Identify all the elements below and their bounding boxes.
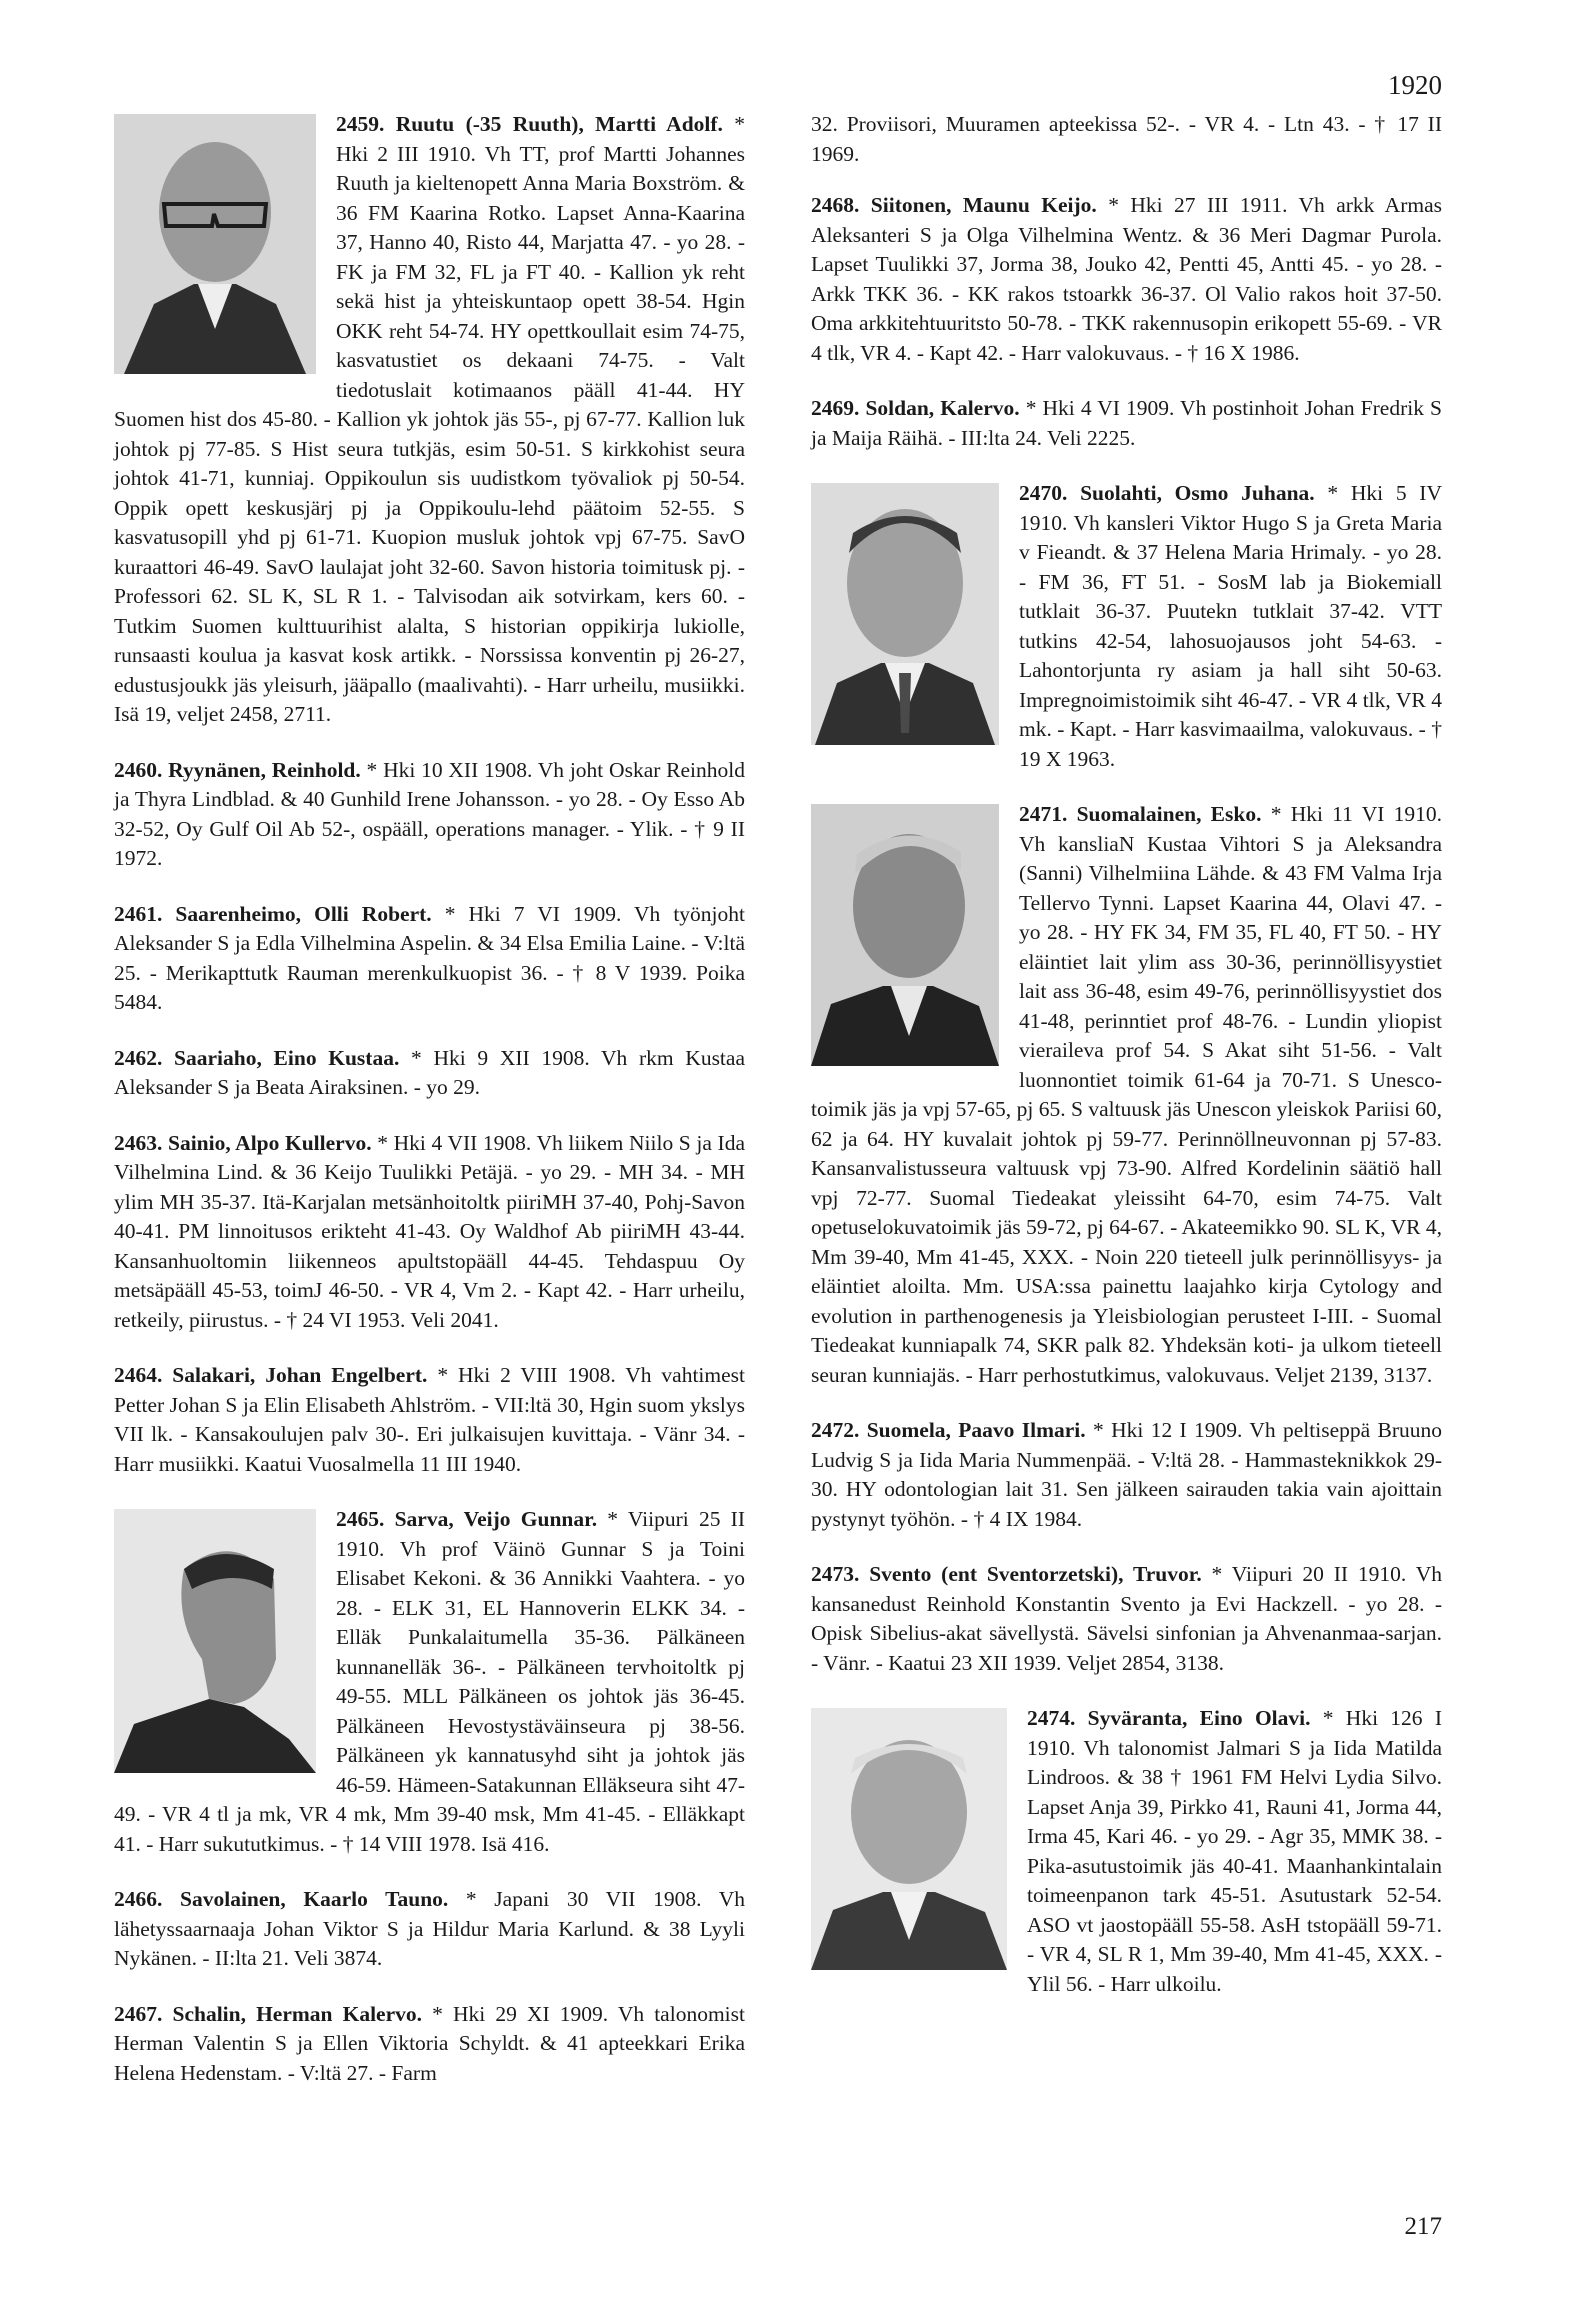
entry-text: * Hki 2 VIII 1908. Vh vahtimest Petter Johan S ja Elin Elisabeth Ahlström. - VII:ltä 30, Hgin suom ykslys VII lk. - Kansakoulujen palv 30-. Eri julkaisujen kuvittaja. - Vänr 34. - Harr musiikki. Kaatui Vuosalmella 11 III 1940. xyxy=(114,1363,745,1476)
entry-heading: 2471. Suomalainen, Esko. xyxy=(1019,802,1262,826)
entry-heading: 2460. Ryynänen, Reinhold. xyxy=(114,757,361,782)
entry-text: * Hki 4 VII 1908. Vh liikem Niilo S ja Ida Vilhelmina Lind. & 36 Keijo Tuulikki Petäjä. - yo 29. - MH 34. - MH ylim MH 35-37. Itä-Karjalan metsänhoitoltk piiriMH 37-40, Pohj-Savon 40-41. PM linnoitusos erikteht 41-43. Oy Waldhof Ab piiriMH 43-44. Kansanhuoltomin liikenneos apultstopääll 44-45. Tehdaspuu Oy metsäpääll 45-53, toimJ 46-50. - VR 4, Vm 2. - Kapt 42. - Harr urheilu, retkeily, piirustus. - † 24 VI 1953. Veli 2041. xyxy=(114,1130,745,1332)
entry-2469 xyxy=(811,394,1442,453)
right-column xyxy=(811,110,1442,2025)
entry-heading: 2472. Suomela, Paavo Ilmari. xyxy=(811,1418,1086,1442)
entry-text: * Japani 30 VII 1908. Vh lähetyssaarnaaja Johan Viktor S ja Hildur Maria Karlund. & 38 Lyyli Nykänen. - II:lta 21. Veli 3874. xyxy=(114,1887,745,1970)
entry-heading: 2462. Saariaho, Eino Kustaa. xyxy=(114,1045,400,1070)
entry-text: * Viipuri 20 II 1910. Vh kansanedust Reinhold Konstantin Svento ja Evi Hackzell. - yo 28. - Opisk Sibelius-akat sävellystä. Sävelsi sinfonian ja Ahvenanmaa-sarjan. - Vänr. - Kaatui 23 XII 1939. Veljet 2854, 3138. xyxy=(811,1562,1442,1675)
entry-heading: 2463. Sainio, Alpo Kullervo. xyxy=(114,1130,372,1155)
entry-2470 xyxy=(811,479,1442,774)
entry-2459 xyxy=(114,110,745,730)
entry-text: * Hki 7 VI 1909. Vh työnjoht Aleksander S ja Edla Vilhelmina Aspelin. & 34 Elsa Emilia Laine. - V:ltä 25. - Merikapttutk Rauman merenkulkuopist 36. - † 8 V 1939. Poika 5484. xyxy=(114,901,745,1014)
entry-2462 xyxy=(114,1044,745,1103)
entry-2473 xyxy=(811,1560,1442,1678)
entry-text: * Hki 5 IV 1910. Vh kansleri Viktor Hugo S ja Greta Maria v Fieandt. & 37 Helena Maria Hrimaly. - yo 28. - FM 36, FT 51. - SosM lab ja Biokemiall tutklait 36-37. Puutekn tutklait 37-42. VTT tutkins 42-54, lahosuojausos joht 54-63. - Lahontorjunta ry asiam ja hall siht 50-63. Impregnoimistoimik siht 46-47. - VR 4 tlk, VR 4 mk. - Kapt. - Harr kasvimaailma, valokuvaus. - † 19 X 1963. xyxy=(1019,481,1442,771)
entry-text: * Hki 4 VI 1909. Vh postinhoit Johan Fredrik S ja Maija Räihä. - III:lta 24. Veli 2225. xyxy=(811,396,1442,450)
entry-2461 xyxy=(114,900,745,1018)
entry-text: * Hki 126 I 1910. Vh talonomist Jalmari S ja Iida Matilda Lindroos. & 38 † 1961 FM Helvi Lydia Silvo. Lapset Anja 39, Pirkko 41, Rauni 41, Jorma 44, Irma 45, Kari 46. - yo 29. - Agr 35, MMK 38. - Pika-asutustoimik jäs 40-41. Maanhankintalain toimeenpanon tark 45-51. Asutustark 52-54. ASO vt jaostopääll 55-58. AsH tstopääll 59-71. - VR 4, SL R 1, Mm 39-40, Mm 41-45, XXX. - Ylil 56. - Harr ulkoilu. xyxy=(1027,1706,1442,1996)
entry-heading: 2459. Ruutu (-35 Ruuth), Martti Adolf. xyxy=(336,112,723,136)
entry-2460 xyxy=(114,756,745,874)
entry-text: * Hki 12 I 1909. Vh peltiseppä Bruuno Ludvig S ja Iida Maria Nummenpää. - V:ltä 28. - Hammasteknikkok 29-30. HY odontologian lait 31. Sen jälkeen sairauden takia vain ajoittain pystynyt työhön. - † 4 IX 1984. xyxy=(811,1418,1442,1531)
entry-2466 xyxy=(114,1885,745,1974)
page-header-year: 1920 xyxy=(1388,70,1442,100)
entry-text: * Hki 29 XI 1909. Vh talonomist Herman Valentin S ja Ellen Viktoria Schyldt. & 41 apteekkari Erika Helena Hedenstam. - V:ltä 27. - Farm xyxy=(114,2001,745,2085)
portrait-photo-2465 xyxy=(114,1509,316,1773)
entry-heading: 2466. Savolainen, Kaarlo Tauno. xyxy=(114,1887,449,1911)
entry-2471 xyxy=(811,800,1442,1390)
entry-heading: 2465. Sarva, Veijo Gunnar. xyxy=(336,1507,598,1531)
entry-2467 xyxy=(114,2000,745,2089)
portrait-photo-2474 xyxy=(811,1708,1007,1970)
entry-2472 xyxy=(811,1416,1442,1534)
entry-text: * Hki 11 VI 1910. Vh kansliaN Kustaa Vihtori S ja Aleksandra (Sanni) Vilhelmiina Lähde. & 43 FM Valma Irja Tellervo Tynni. Lapset Kaarina 44, Olavi 47. - yo 28. - HY FK 34, FM 35, FL 40, FT 50. - HY eläintiet lait ylim ass 30-36, perinnöllisyystiet lait ass 36-48, esim 49-76, perinnöllisyystiet dos 41-48, perinntiet prof 48-76. - Lundin yliopist vieraileva prof 54. S Akat siht 51-56. - Valt luonnontiet toimik 61-64 ja 70-71. S Unesco-toimik jäs ja vpj 57-65, pj 65. S valtuusk jäs Unescon yleiskok Pariisi 60, 62 ja 64. HY kuvalait johtok pj 59-77. Perinnöllneuvonnan pj 57-83. Kansanvalistusseura valtuusk vpj 73-90. Alfred Kordelinin säätiö hall vpj 72-77. Suomal Tiedeakat yleissiht 64-70, esim 74-75. Valt opetuselokuvatoimik jäs 59-72, pj 64-67. - Akateemikko 90. SL K, VR 4, Mm 39-40, Mm 41-45, XXX. - Noin 220 tieteell julk perinnöllisyys- ja eläintiet aloilta. Mm. USA:ssa painettu laajahko kirja Cytology and evolution in parthenogenesis ja Yleisbiologian perusteet I-III. - Suomal Tiedeakat kunniapalk 74, SKR palk 82. Yhdeksän koti- ja ulkom tieteell seuran kunniajäs. - Harr perhostutkimus, valokuvaus. Veljet 2139, 3137. xyxy=(811,802,1442,1387)
entry-heading: 2469. Soldan, Kalervo. xyxy=(811,396,1020,420)
entry-2463 xyxy=(114,1129,745,1336)
entry-heading: 2473. Svento (ent Sventorzetski), Truvor. xyxy=(811,1562,1202,1586)
entry-2464 xyxy=(114,1361,745,1479)
entry-2465 xyxy=(114,1505,745,1859)
portrait-photo-2470 xyxy=(811,483,999,745)
entry-heading: 2468. Siitonen, Maunu Keijo. xyxy=(811,193,1097,217)
page-number: 217 xyxy=(1404,2213,1442,2240)
entry-text: * Hki 10 XII 1908. Vh joht Oskar Reinhold ja Thyra Lindblad. & 40 Gunhild Irene Johansson. - yo 28. - Oy Esso Ab 32-52, Oy Gulf Oil Ab 52-, ospääll, operations manager. - Ylik. - † 9 II 1972. xyxy=(114,757,746,870)
entry-heading: 2474. Syväranta, Eino Olavi. xyxy=(1027,1706,1311,1730)
entry-heading: 2467. Schalin, Herman Kalervo. xyxy=(114,2001,423,2026)
entry-continuation: 32. Proviisori, Muuramen apteekissa 52-. - VR 4. - Ltn 43. - † 17 II 1969. xyxy=(811,112,1442,166)
entry-heading: 2470. Suolahti, Osmo Juhana. xyxy=(1019,481,1315,505)
portrait-photo-2459 xyxy=(114,114,316,374)
portrait-photo-2471 xyxy=(811,804,999,1066)
left-column xyxy=(114,110,745,2114)
entry-heading: 2461. Saarenheimo, Olli Robert. xyxy=(114,901,432,926)
entry-2468 xyxy=(811,191,1442,368)
entry-text: * Hki 2 III 1910. Vh TT, prof Martti Johannes Ruuth ja kieltenopett Anna Maria Boxström. & 36 FM Kaarina Rotko. Lapset Anna-Kaarina 37, Hanno 40, Risto 44, Marjatta 47. - yo 28. - FK ja FM 32, FL ja FT 40. - Kallion yk reht sekä hist ja yhteiskuntaop opett 38-54. Hgin OKK reht 54-74. HY opettkoullait esim 74-75, kasvatustiet os dekaani 74-75. - Valt tiedotuslait kotimaanos pääll 41-44. HY Suomen hist dos 45-80. - Kallion yk johtok jäs 55-, pj 67-77. Kallion luk johtok pj 77-85. S Hist seura tutkjäs, esim 50-51. S kirkkohist seura johtok 41-71, kunniaj. Oppikoulun sis uudistkom työvaliok pj 50-54. Oppik opett keskusjärj pj ja Oppikoulu-lehd päätoim 52-55. S kasvatusopill yhd pj 61-71. Kuopion musluk johtok vpj 67-75. SavO kuraattori 46-49. SavO laulajat joht 32-60. Savon historia toimitusk pj. - Professori 62. SL K, SL R 1. - Talvisodan aik sotvirkam, kers 60. - Tutkim Suomen kulttuurihist alalta, S historian oppikirja lukiolle, runsaasti koulua ja kasvat kosk artikk. - Norssissa konventin pj 26-27, edustusjoukk jäs yleisurh, jääpallo (maalivahti). - Harr urheilu, musiikki. Isä 19, veljet 2458, 2711. xyxy=(114,112,745,726)
entry-text: * Viipuri 25 II 1910. Vh prof Väinö Gunnar S ja Toini Elisabet Kekoni. & 36 Annikki Vaahtera. - yo 28. - ELK 31, EL Hannoverin ELKK 34. - Elläk Punkalaitumella 35-36. Pälkäneen kunnanelläk 36-. - Pälkäneen tervhoitoltk pj 49-55. MLL Pälkäneen os johtok jäs 36-45. Pälkäneen Hevostystäväinseura pj 38-56. Pälkäneen yk kannatusyhd siht ja johtok jäs 46-59. Hämeen-Satakunnan Elläkseura siht 47-49. - VR 4 tl ja mk, VR 4 mk, Mm 39-40 msk, Mm 41-45. - Elläkkapt 41. - Harr sukututkimus. - † 14 VIII 1978. Isä 416. xyxy=(114,1507,745,1856)
entry-text: * Hki 27 III 1911. Vh arkk Armas Aleksanteri S ja Olga Vilhelmina Wentz. & 36 Meri Dagmar Purola. Lapset Tuulikki 37, Jorma 38, Jouko 42, Pentti 45, Antti 45. - yo 28. - Arkk TKK 36. - KK rakos tstoarkk 36-37. Ol Valio rakos hoit 37-50. Oma arkkitehtuuritsto 50-78. - TKK rakennusopin erikopett 55-69. - VR 4 tlk, VR 4. - Kapt 42. - Harr valokuvaus. - † 16 X 1986. xyxy=(811,193,1442,365)
entry-heading: 2464. Salakari, Johan Engelbert. xyxy=(114,1363,428,1387)
entry-2474 xyxy=(811,1704,1442,1999)
entry-text: * Hki 9 XII 1908. Vh rkm Kustaa Aleksander S ja Beata Airaksinen. - yo 29. xyxy=(114,1045,745,1099)
